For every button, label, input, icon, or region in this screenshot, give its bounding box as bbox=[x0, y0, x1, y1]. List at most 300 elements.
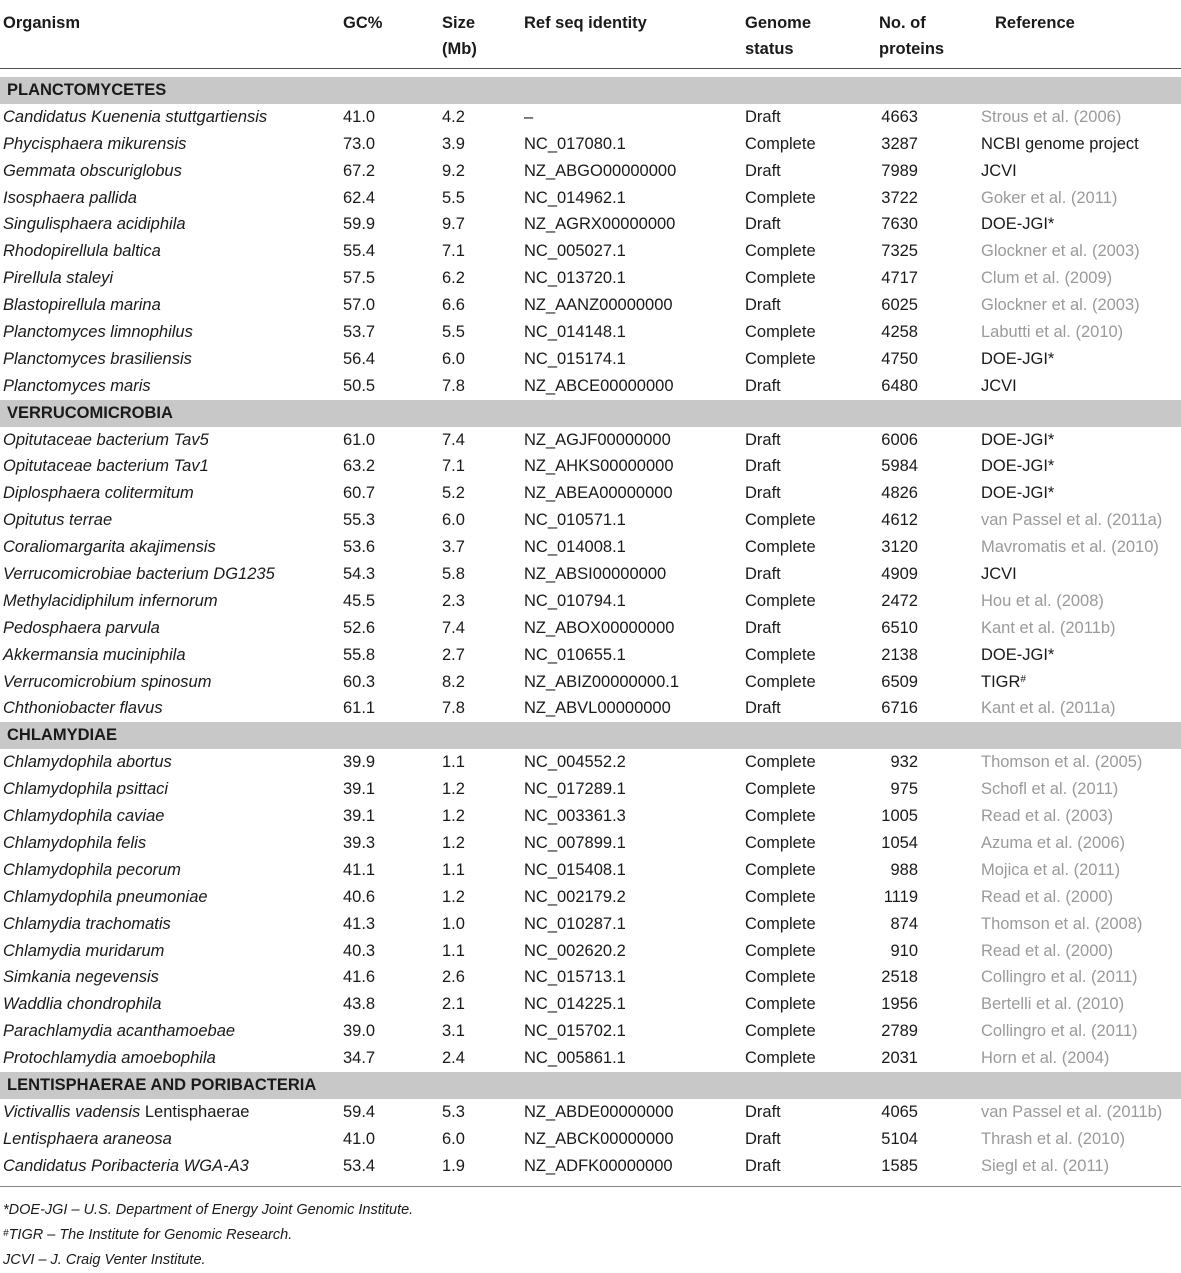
reference-link[interactable] bbox=[981, 319, 1123, 346]
cell-gc: 41.0 bbox=[343, 107, 376, 126]
reference-link[interactable] bbox=[981, 534, 1159, 561]
cell-status: Draft bbox=[745, 699, 781, 718]
cell-gc: 41.6 bbox=[343, 968, 376, 987]
organism-name: Phycisphaera mikurensis bbox=[3, 134, 187, 153]
organism-name: Rhodopirellula baltica bbox=[3, 242, 161, 261]
cell-organism bbox=[3, 158, 182, 185]
cell-size: 6.2 bbox=[442, 269, 465, 288]
cell-refseq: NC_014148.1 bbox=[524, 323, 626, 342]
cell-reference bbox=[981, 131, 1139, 158]
reference-text: Kant et al. (2011a) bbox=[981, 699, 1116, 718]
organism-name: Simkania negevensis bbox=[3, 968, 159, 987]
cell-gc: 57.0 bbox=[343, 296, 376, 315]
organism-phylum-suffix: Lentisphaerae bbox=[140, 1102, 250, 1121]
cell-refseq: NC_014008.1 bbox=[524, 538, 626, 557]
cell-refseq: NZ_ABCE00000000 bbox=[524, 376, 674, 395]
organism-name: Candidatus Poribacteria WGA-A3 bbox=[3, 1156, 249, 1175]
cell-reference bbox=[981, 211, 1054, 238]
header-reference: Reference bbox=[995, 14, 1075, 32]
cell-status: Complete bbox=[745, 188, 816, 207]
cell-status: Complete bbox=[745, 753, 816, 772]
reference-link[interactable] bbox=[981, 776, 1118, 803]
table-row bbox=[0, 776, 1181, 803]
reference-text: NCBI genome project bbox=[981, 134, 1139, 153]
organism-name: Opitutaceae bacterium Tav1 bbox=[3, 457, 209, 476]
cell-proteins: 6480 bbox=[881, 376, 918, 395]
cell-organism bbox=[3, 830, 146, 857]
cell-size: 1.2 bbox=[442, 807, 465, 826]
cell-reference bbox=[981, 642, 1054, 669]
cell-gc: 73.0 bbox=[343, 134, 376, 153]
organism-name: Pirellula staleyi bbox=[3, 269, 114, 288]
cell-proteins: 4065 bbox=[881, 1102, 918, 1121]
cell-refseq: NC_015408.1 bbox=[524, 860, 626, 879]
reference-text: Thrash et al. (2010) bbox=[981, 1129, 1125, 1148]
cell-proteins: 1585 bbox=[881, 1156, 918, 1175]
table-row bbox=[0, 695, 1181, 722]
table-row bbox=[0, 292, 1181, 319]
cell-proteins: 2518 bbox=[881, 968, 918, 987]
table-row bbox=[0, 642, 1181, 669]
cell-size: 6.0 bbox=[442, 1129, 465, 1148]
cell-size: 7.1 bbox=[442, 242, 465, 261]
cell-gc: 39.1 bbox=[343, 807, 376, 826]
header-size-line2: (Mb) bbox=[442, 40, 477, 58]
cell-gc: 50.5 bbox=[343, 376, 376, 395]
section-header-row bbox=[0, 400, 1181, 427]
reference-link[interactable] bbox=[981, 615, 1116, 642]
cell-gc: 55.3 bbox=[343, 511, 376, 530]
organism-name: Chlamydophila abortus bbox=[3, 753, 172, 772]
reference-link[interactable] bbox=[981, 588, 1104, 615]
reference-text: Azuma et al. (2006) bbox=[981, 833, 1125, 852]
table-row bbox=[0, 857, 1181, 884]
cell-reference bbox=[981, 346, 1054, 373]
cell-size: 5.8 bbox=[442, 565, 465, 584]
reference-text: van Passel et al. (2011a) bbox=[981, 511, 1163, 530]
reference-text: JCVI bbox=[981, 376, 1017, 395]
reference-link[interactable] bbox=[981, 104, 1121, 131]
cell-proteins: 5104 bbox=[881, 1129, 918, 1148]
organism-name: Pedosphaera parvula bbox=[3, 618, 160, 637]
cell-status: Complete bbox=[745, 833, 816, 852]
section-header-row bbox=[0, 77, 1181, 104]
cell-gc: 39.3 bbox=[343, 833, 376, 852]
cell-size: 1.2 bbox=[442, 833, 465, 852]
table-row bbox=[0, 453, 1181, 480]
table-row bbox=[0, 1153, 1181, 1180]
reference-link[interactable] bbox=[981, 857, 1120, 884]
cell-status: Draft bbox=[745, 161, 781, 180]
cell-status: Draft bbox=[745, 565, 781, 584]
cell-size: 3.7 bbox=[442, 538, 465, 557]
cell-status: Complete bbox=[745, 134, 816, 153]
footnote-doe: *DOE-JGI – U.S. Department of Energy Joint Genomic Institute. bbox=[3, 1202, 414, 1218]
footnotes bbox=[3, 1198, 413, 1273]
cell-organism bbox=[3, 803, 164, 830]
cell-gc: 39.9 bbox=[343, 753, 376, 772]
cell-size: 6.0 bbox=[442, 349, 465, 368]
cell-size: 1.0 bbox=[442, 914, 465, 933]
cell-gc: 59.4 bbox=[343, 1102, 376, 1121]
table-row bbox=[0, 588, 1181, 615]
footnote-tigr-sup: # bbox=[3, 1228, 9, 1239]
cell-organism bbox=[3, 480, 194, 507]
header-size-line1: Size bbox=[442, 14, 476, 32]
cell-refseq: NZ_ABSI00000000 bbox=[524, 565, 667, 584]
cell-gc: 53.6 bbox=[343, 538, 376, 557]
table-row bbox=[0, 238, 1181, 265]
cell-proteins: 4612 bbox=[881, 511, 918, 530]
reference-link[interactable] bbox=[981, 185, 1117, 212]
cell-gc: 41.0 bbox=[343, 1129, 376, 1148]
reference-text: Mavromatis et al. (2010) bbox=[981, 538, 1159, 557]
cell-proteins: 4750 bbox=[881, 349, 918, 368]
table-row bbox=[0, 319, 1181, 346]
reference-text: DOE-JGI* bbox=[981, 215, 1055, 234]
cell-refseq: NZ_ABCK00000000 bbox=[524, 1129, 674, 1148]
header-organism: Organism bbox=[3, 14, 81, 32]
cell-proteins: 6510 bbox=[881, 618, 918, 637]
cell-size: 2.1 bbox=[442, 995, 465, 1014]
cell-gc: 61.1 bbox=[343, 699, 376, 718]
cell-status: Complete bbox=[745, 242, 816, 261]
cell-proteins: 988 bbox=[890, 860, 918, 879]
header-gc: GC% bbox=[343, 14, 383, 32]
reference-text: Strous et al. (2006) bbox=[981, 107, 1122, 126]
cell-status: Complete bbox=[745, 1049, 816, 1068]
reference-link[interactable] bbox=[981, 1045, 1109, 1072]
cell-refseq: NZ_ABDE00000000 bbox=[524, 1102, 674, 1121]
header-status-line1: Genome bbox=[745, 14, 812, 32]
cell-reference bbox=[981, 453, 1054, 480]
cell-reference bbox=[981, 158, 1017, 185]
reference-text: DOE-JGI* bbox=[981, 484, 1055, 503]
organism-name: Blastopirellula marina bbox=[3, 296, 161, 315]
cell-organism bbox=[3, 238, 161, 265]
cell-gc: 61.0 bbox=[343, 430, 376, 449]
organism-name: Opitutus terrae bbox=[3, 511, 113, 530]
cell-refseq: NZ_AANZ00000000 bbox=[524, 296, 673, 315]
reference-text: Collingro et al. (2011) bbox=[981, 968, 1138, 987]
cell-gc: 60.3 bbox=[343, 672, 376, 691]
cell-status: Complete bbox=[745, 323, 816, 342]
reference-link[interactable] bbox=[981, 749, 1142, 776]
reference-link[interactable] bbox=[981, 1018, 1138, 1045]
header-size bbox=[442, 10, 477, 62]
cell-size: 7.4 bbox=[442, 430, 465, 449]
table-row bbox=[0, 991, 1181, 1018]
cell-refseq: NC_015713.1 bbox=[524, 968, 626, 987]
cell-status: Complete bbox=[745, 941, 816, 960]
cell-status: Complete bbox=[745, 269, 816, 288]
cell-size: 9.2 bbox=[442, 161, 465, 180]
cell-gc: 67.2 bbox=[343, 161, 376, 180]
cell-refseq: NC_010571.1 bbox=[524, 511, 626, 530]
cell-organism bbox=[3, 884, 208, 911]
cell-gc: 41.1 bbox=[343, 860, 376, 879]
cell-size: 2.3 bbox=[442, 591, 465, 610]
reference-text: Glockner et al. (2003) bbox=[981, 296, 1140, 315]
table-row bbox=[0, 1018, 1181, 1045]
header-proteins-line2: proteins bbox=[879, 40, 945, 58]
table-row bbox=[0, 373, 1181, 400]
cell-proteins: 7630 bbox=[881, 215, 918, 234]
cell-proteins: 2138 bbox=[881, 645, 918, 664]
cell-status: Complete bbox=[745, 887, 816, 906]
table-row bbox=[0, 104, 1181, 131]
cell-refseq: NZ_ABGO00000000 bbox=[524, 161, 677, 180]
organism-name: Lentisphaera araneosa bbox=[3, 1129, 172, 1148]
cell-refseq: NC_004552.2 bbox=[524, 753, 626, 772]
cell-status: Draft bbox=[745, 457, 781, 476]
table-row bbox=[0, 803, 1181, 830]
cell-gc: 39.0 bbox=[343, 1022, 376, 1041]
cell-proteins: 7989 bbox=[881, 161, 918, 180]
cell-size: 5.2 bbox=[442, 484, 465, 503]
cell-organism bbox=[3, 1153, 249, 1180]
cell-status: Draft bbox=[745, 618, 781, 637]
table-row bbox=[0, 131, 1181, 158]
cell-status: Complete bbox=[745, 645, 816, 664]
cell-refseq: NC_005861.1 bbox=[524, 1049, 626, 1068]
cell-status: Complete bbox=[745, 860, 816, 879]
header-proteins-line1: No. of bbox=[879, 14, 926, 32]
cell-proteins: 3287 bbox=[881, 134, 918, 153]
cell-proteins: 3722 bbox=[881, 188, 918, 207]
organism-name: Waddlia chondrophila bbox=[3, 995, 162, 1014]
cell-size: 1.1 bbox=[442, 860, 465, 879]
cell-proteins: 1956 bbox=[881, 995, 918, 1014]
reference-text: DOE-JGI* bbox=[981, 645, 1055, 664]
reference-link[interactable] bbox=[981, 991, 1124, 1018]
cell-organism bbox=[3, 1126, 172, 1153]
cell-refseq: NZ_ADFK00000000 bbox=[524, 1156, 673, 1175]
table-row bbox=[0, 158, 1181, 185]
table-row bbox=[0, 185, 1181, 212]
reference-text: JCVI bbox=[981, 161, 1017, 180]
reference-link[interactable] bbox=[981, 238, 1140, 265]
cell-proteins: 910 bbox=[890, 941, 918, 960]
cell-gc: 60.7 bbox=[343, 484, 376, 503]
table-row bbox=[0, 211, 1181, 238]
cell-size: 7.8 bbox=[442, 699, 465, 718]
cell-organism bbox=[3, 185, 137, 212]
cell-proteins: 7325 bbox=[881, 242, 918, 261]
cell-organism bbox=[3, 373, 151, 400]
reference-text: TIGR bbox=[981, 672, 1021, 691]
cell-status: Complete bbox=[745, 914, 816, 933]
reference-text: Read et al. (2000) bbox=[981, 941, 1114, 960]
reference-link[interactable] bbox=[981, 803, 1113, 830]
cell-size: 1.2 bbox=[442, 887, 465, 906]
cell-organism bbox=[3, 319, 193, 346]
organism-name: Candidatus Kuenenia stuttgartiensis bbox=[3, 107, 268, 126]
cell-organism bbox=[3, 1018, 235, 1045]
cell-status: Complete bbox=[745, 511, 816, 530]
cell-proteins: 4663 bbox=[881, 107, 918, 126]
cell-gc: 59.9 bbox=[343, 215, 376, 234]
cell-status: Complete bbox=[745, 1022, 816, 1041]
cell-organism bbox=[3, 453, 209, 480]
cell-organism bbox=[3, 695, 163, 722]
organism-name: Singulisphaera acidiphila bbox=[3, 215, 186, 234]
cell-size: 3.1 bbox=[442, 1022, 465, 1041]
cell-gc: 62.4 bbox=[343, 188, 376, 207]
cell-organism bbox=[3, 1099, 249, 1126]
reference-link[interactable] bbox=[981, 964, 1138, 991]
table-row bbox=[0, 534, 1181, 561]
cell-proteins: 4717 bbox=[881, 269, 918, 288]
cell-size: 4.2 bbox=[442, 107, 465, 126]
cell-status: Complete bbox=[745, 968, 816, 987]
cell-proteins: 6006 bbox=[881, 430, 918, 449]
cell-size: 6.0 bbox=[442, 511, 465, 530]
reference-link[interactable] bbox=[981, 884, 1113, 911]
reference-link[interactable] bbox=[981, 507, 1162, 534]
cell-gc: 39.1 bbox=[343, 780, 376, 799]
organism-name: Verrucomicrobium spinosum bbox=[3, 672, 212, 691]
cell-refseq: NC_015174.1 bbox=[524, 349, 626, 368]
cell-proteins: 3120 bbox=[881, 538, 918, 557]
reference-text: Kant et al. (2011b) bbox=[981, 618, 1116, 637]
cell-organism bbox=[3, 776, 168, 803]
header-refseq: Ref seq identity bbox=[524, 14, 647, 32]
cell-gc: 55.4 bbox=[343, 242, 376, 261]
organism-name: Victivallis vadensis bbox=[3, 1102, 141, 1121]
reference-text: Collingro et al. (2011) bbox=[981, 1022, 1138, 1041]
footnote-tigr-text: TIGR – The Institute for Genomic Research. bbox=[8, 1227, 293, 1243]
cell-size: 2.6 bbox=[442, 968, 465, 987]
cell-proteins: 2789 bbox=[881, 1022, 918, 1041]
header-proteins bbox=[879, 10, 944, 62]
cell-size: 5.5 bbox=[442, 188, 465, 207]
cell-organism bbox=[3, 1045, 216, 1072]
organism-name: Chlamydophila psittaci bbox=[3, 780, 169, 799]
table-row bbox=[0, 480, 1181, 507]
header-status-line2: status bbox=[745, 40, 794, 58]
cell-organism bbox=[3, 104, 267, 131]
reference-link[interactable] bbox=[981, 938, 1113, 965]
table-bottom-rule bbox=[0, 1186, 1181, 1187]
cell-status: Complete bbox=[745, 591, 816, 610]
organism-name: Akkermansia muciniphila bbox=[3, 645, 186, 664]
reference-link[interactable] bbox=[981, 830, 1125, 857]
cell-size: 1.9 bbox=[442, 1156, 465, 1175]
cell-organism bbox=[3, 131, 186, 158]
reference-link[interactable] bbox=[981, 1126, 1125, 1153]
cell-gc: 54.3 bbox=[343, 565, 376, 584]
reference-text: Mojica et al. (2011) bbox=[981, 860, 1121, 879]
cell-gc: 63.2 bbox=[343, 457, 376, 476]
cell-refseq: NC_014962.1 bbox=[524, 188, 626, 207]
reference-link[interactable] bbox=[981, 265, 1112, 292]
reference-link[interactable] bbox=[981, 1099, 1162, 1126]
cell-refseq: NC_002620.2 bbox=[524, 941, 626, 960]
cell-refseq: NC_013720.1 bbox=[524, 269, 626, 288]
cell-status: Draft bbox=[745, 376, 781, 395]
organism-name: Gemmata obscuriglobus bbox=[3, 161, 182, 180]
cell-status: Draft bbox=[745, 107, 781, 126]
organism-name: Coraliomargarita akajimensis bbox=[3, 538, 216, 557]
cell-size: 9.7 bbox=[442, 215, 465, 234]
cell-status: Draft bbox=[745, 484, 781, 503]
cell-gc: 45.5 bbox=[343, 591, 376, 610]
cell-size: 6.6 bbox=[442, 296, 465, 315]
cell-organism bbox=[3, 938, 164, 965]
table-row bbox=[0, 507, 1181, 534]
table-row bbox=[0, 964, 1181, 991]
table-row bbox=[0, 938, 1181, 965]
cell-gc: 43.8 bbox=[343, 995, 376, 1014]
cell-organism bbox=[3, 964, 159, 991]
cell-organism bbox=[3, 292, 161, 319]
cell-status: Complete bbox=[745, 995, 816, 1014]
cell-gc: 34.7 bbox=[343, 1049, 376, 1068]
cell-size: 5.5 bbox=[442, 323, 465, 342]
cell-proteins: 6025 bbox=[881, 296, 918, 315]
reference-text: Thomson et al. (2008) bbox=[981, 914, 1143, 933]
cell-proteins: 1005 bbox=[881, 807, 918, 826]
cell-gc: 52.6 bbox=[343, 618, 376, 637]
cell-gc: 55.8 bbox=[343, 645, 376, 664]
reference-text: Horn et al. (2004) bbox=[981, 1049, 1110, 1068]
cell-status: Complete bbox=[745, 538, 816, 557]
cell-status: Draft bbox=[745, 1129, 781, 1148]
cell-proteins: 932 bbox=[890, 753, 918, 772]
organism-name: Verrucomicrobiae bacterium DG1235 bbox=[3, 565, 275, 584]
cell-size: 1.1 bbox=[442, 941, 465, 960]
cell-proteins: 1054 bbox=[881, 833, 918, 852]
organism-name: Parachlamydia acanthamoebae bbox=[3, 1022, 236, 1041]
reference-link[interactable] bbox=[981, 695, 1116, 722]
table-row bbox=[0, 1045, 1181, 1072]
section-title: PLANCTOMYCETES bbox=[7, 81, 167, 99]
cell-organism bbox=[3, 857, 181, 884]
cell-proteins: 874 bbox=[890, 914, 918, 933]
cell-gc: 53.7 bbox=[343, 323, 376, 342]
table-header bbox=[0, 0, 1181, 69]
cell-gc: 57.5 bbox=[343, 269, 376, 288]
cell-size: 8.2 bbox=[442, 672, 465, 691]
reference-link[interactable] bbox=[981, 911, 1142, 938]
reference-text: DOE-JGI* bbox=[981, 457, 1055, 476]
section-title: VERRUCOMICROBIA bbox=[7, 403, 173, 422]
cell-proteins: 6716 bbox=[881, 699, 918, 718]
cell-refseq: NC_002179.2 bbox=[524, 887, 626, 906]
header-status bbox=[745, 10, 811, 62]
cell-proteins: 6509 bbox=[881, 672, 918, 691]
cell-status: Draft bbox=[745, 1102, 781, 1121]
reference-text: Siegl et al. (2011) bbox=[981, 1156, 1110, 1175]
section-header-row bbox=[0, 722, 1181, 749]
reference-link[interactable] bbox=[981, 1153, 1109, 1180]
table-row bbox=[0, 884, 1181, 911]
cell-gc: 53.4 bbox=[343, 1156, 376, 1175]
table-row bbox=[0, 749, 1181, 776]
organism-name: Chlamydophila pecorum bbox=[3, 860, 181, 879]
footnote-tigr bbox=[3, 1223, 413, 1248]
cell-size: 1.1 bbox=[442, 753, 465, 772]
cell-proteins: 2031 bbox=[881, 1049, 918, 1068]
table-row bbox=[0, 1099, 1181, 1126]
cell-status: Complete bbox=[745, 672, 816, 691]
reference-text: Thomson et al. (2005) bbox=[981, 753, 1143, 772]
reference-link[interactable] bbox=[981, 292, 1140, 319]
reference-text: Goker et al. (2011) bbox=[981, 188, 1118, 207]
cell-refseq: NZ_ABIZ00000000.1 bbox=[524, 672, 680, 691]
cell-organism bbox=[3, 507, 112, 534]
